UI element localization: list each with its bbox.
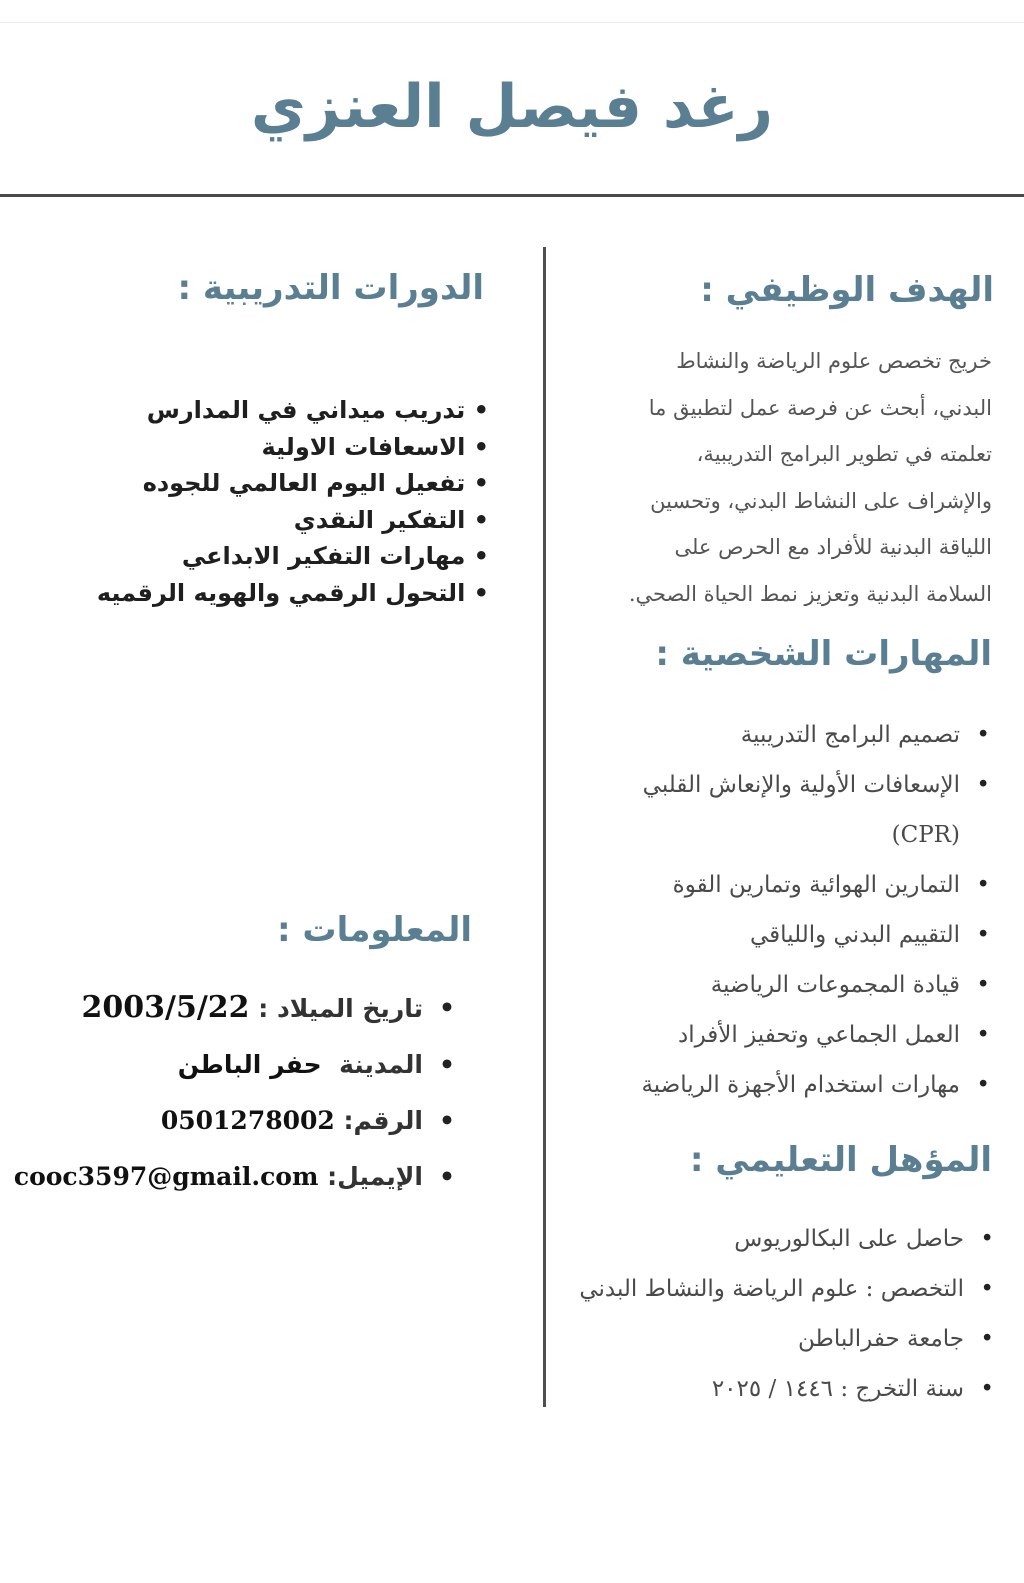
- column-divider: [543, 247, 546, 1407]
- birthdate-label: تاريخ الميلاد :: [258, 994, 423, 1023]
- objective-line: السلامة البدنية وتعزيز نمط الحياة الصحي.: [628, 581, 992, 606]
- skill-item: • مهارات استخدام الأجهزة الرياضية: [574, 1060, 994, 1110]
- objective-line: البدني، أبحث عن فرصة عمل لتطبيق ما: [648, 395, 992, 420]
- objective-line: اللياقة البدنية للأفراد مع الحرص على: [674, 535, 992, 559]
- course-item: • مهارات التفكير الابداعي: [29, 538, 489, 575]
- info-birthdate: [0, 980, 459, 1037]
- email-label: الإيميل:: [327, 1162, 423, 1191]
- skill-item: • قيادة المجموعات الرياضية: [574, 960, 994, 1010]
- course-item: • تفعيل اليوم العالمي للجوده: [29, 465, 489, 502]
- course-item: • تدريب ميداني في المدارس: [29, 392, 489, 429]
- courses-list: [29, 392, 489, 611]
- education-item: • التخصص : علوم الرياضة والنشاط البدني: [578, 1264, 998, 1314]
- header-divider: [0, 194, 1024, 197]
- skill-item: • التمارين الهوائية وتمارين القوة: [574, 860, 994, 910]
- education-list: [578, 1214, 998, 1414]
- skill-item: • الإسعافات الأولية والإنعاش القلبي (CPR): [574, 760, 994, 860]
- objective-line: خريج تخصص علوم الرياضة والنشاط: [676, 349, 992, 373]
- info-city: [0, 1037, 459, 1093]
- skill-item: • العمل الجماعي وتحفيز الأفراد: [574, 1010, 994, 1060]
- phone-value: 0501278002: [160, 1106, 335, 1135]
- courses-heading: الدورات التدريبية :: [177, 268, 484, 308]
- city-value: حفر الباطن: [177, 1050, 322, 1079]
- skills-heading: المهارات الشخصية :: [655, 634, 992, 674]
- skill-item: • تصميم البرامج التدريبية: [574, 710, 994, 760]
- education-item: • سنة التخرج : ١٤٤٦ / ٢٠٢٥: [578, 1364, 998, 1414]
- course-item: • الاسعافات الاولية: [29, 429, 489, 466]
- info-list: [0, 980, 459, 1205]
- objective-line: تعلمته في تطوير البرامج التدريبية،: [696, 442, 992, 466]
- birthdate-value: 2003/5/22: [81, 990, 250, 1025]
- info-email: [0, 1149, 459, 1205]
- info-heading: المعلومات :: [276, 910, 472, 950]
- city-label: المدينة: [339, 1050, 423, 1079]
- education-heading: المؤهل التعليمي :: [689, 1140, 992, 1180]
- email-value: cooc3597@gmail.com: [13, 1162, 319, 1191]
- objective-text: [582, 338, 992, 617]
- info-phone: [0, 1093, 459, 1149]
- skills-list: [574, 710, 994, 1110]
- person-name: رغد فيصل العنزي: [250, 72, 774, 142]
- education-item: • جامعة حفرالباطن: [578, 1314, 998, 1364]
- course-item: • التحول الرقمي والهويه الرقميه: [29, 575, 489, 612]
- objective-line: والإشراف على النشاط البدني، وتحسين: [650, 488, 992, 513]
- phone-label: الرقم:: [343, 1106, 423, 1135]
- skill-item: • التقييم البدني واللياقي: [574, 910, 994, 960]
- objective-heading: الهدف الوظيفي :: [700, 270, 994, 310]
- top-rule: [0, 22, 1024, 23]
- education-item: • حاصل على البكالوريوس: [578, 1214, 998, 1264]
- course-item: • التفكير النقدي: [29, 502, 489, 539]
